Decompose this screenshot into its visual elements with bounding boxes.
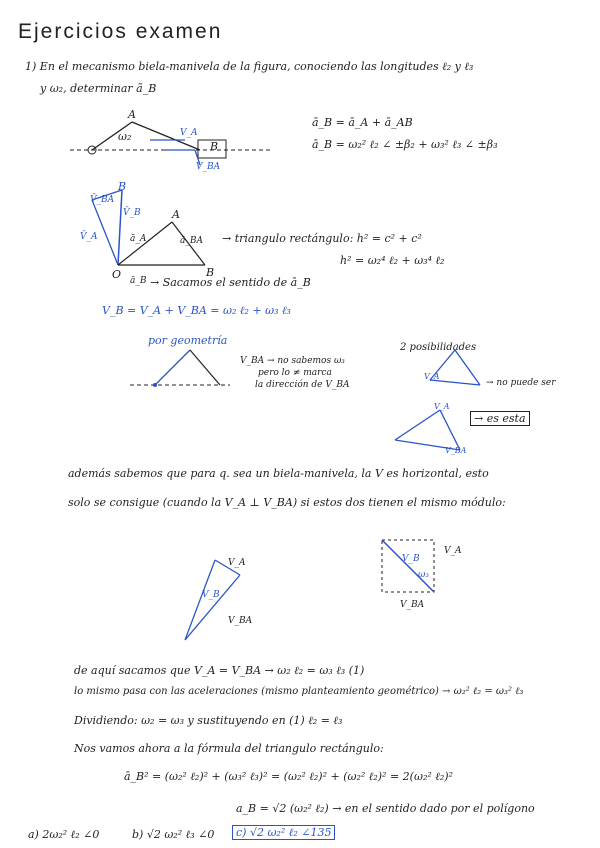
sq-label-VA: V_A (444, 546, 462, 556)
tri-label-VBA: V_BA (228, 616, 253, 626)
sq-label-VB: V_B (402, 554, 420, 564)
label-fig2-aA: ā_A (130, 234, 147, 244)
now-formula: Nos vamos ahora a la fórmula del triangulo rectángulo: (74, 742, 384, 755)
sq-label-VBA: V_BA (400, 600, 425, 610)
tri-label-VA: V_A (228, 558, 246, 568)
label-fig2-aB: ā_B (130, 276, 147, 286)
possibilities-figure (395, 350, 480, 450)
option-b: b) √2 ω₂² ℓ₃ ∠0 (132, 828, 215, 841)
triangle-note: → triangulo rectángulo: h² = c² + c² (222, 232, 422, 245)
label-fig2-VB: V̄_B (123, 208, 141, 218)
label-fig2-O: O (112, 268, 122, 281)
poss-label-VA: V_A (424, 372, 440, 381)
vba-note-1: V_BA → no sabemos ω₃ (240, 356, 345, 366)
label-fig2-VBA: V̄_BA (90, 195, 115, 205)
aB-equation: a_B = √2 (ω₂² ℓ₂) → en el sentido dado por el polígono (236, 802, 535, 815)
label-fig2-VA: V̄_A (80, 232, 98, 242)
paragraph-line-1: además sabemos que para q. sea un biela-manivela, la V es horizontal, esto (68, 467, 489, 480)
h-equation: h² = ω₂⁴ ℓ₂ + ω₃⁴ ℓ₂ (340, 254, 445, 267)
statement-line-2: y ω₂, determinar ã_B (40, 82, 157, 95)
statement-line-1: 1) En el mecanismo biela-manivela de la figura, conociendo las longitudes ℓ₂ y ℓ₃ (25, 60, 474, 73)
label-w2: ω₂ (118, 130, 132, 143)
geometry-label: por geometría (148, 334, 228, 347)
poss-label-VBA: V_BA (445, 446, 467, 455)
label-fig2-A: A (172, 208, 180, 221)
cant-be: → no puede ser (486, 378, 556, 388)
dividing: Dividiendo: ω₂ = ω₃ y sustituyendo en (1) ℓ₂ = ℓ₃ (74, 714, 343, 727)
poss-label-VA-2: V_A (434, 402, 450, 411)
velocity-equation: V_B = V_A + V_BA = ω₂ ℓ₂ + ω₃ ℓ₃ (102, 304, 291, 317)
sq-label-w3: ω₃ (418, 570, 429, 580)
label-VBA: V_BA (196, 162, 221, 172)
eq-accel-2: ā_B = ω₂² ℓ₂ ∠ ±β₂ + ω₃² ℓ₃ ∠ ±β₃ (312, 138, 498, 151)
label-A: A (128, 108, 136, 121)
label-VA: V_A (180, 128, 198, 138)
label-fig2-B2: B (206, 266, 215, 279)
vba-note-3: la dirección de V_BA (255, 380, 350, 390)
two-options: 2 posibilidades (400, 342, 477, 353)
paragraph-line-2: solo se consigue (cuando la V_A ⊥ V_BA) si estos dos tienen el mismo módulo: (68, 496, 506, 509)
label-fig2-aBA: ā_BA (180, 236, 203, 246)
vba-note-2: pero lo ≠ marca (258, 368, 332, 378)
same-accel: lo mismo pasa con las aceleraciones (mismo planteamiento geométrico) → ω₂² ℓ₂ = ω₃² ℓ₃ (74, 686, 524, 697)
from-here: de aquí sacamos que V_A = V_BA → ω₂ ℓ₂ = ω₃ ℓ₃ (1) (74, 664, 365, 677)
aB2-equation: ā_B² = (ω₂² ℓ₂)² + (ω₃² ℓ₃)² = (ω₂² ℓ₂)² + (ω₂² ℓ₂)² = 2(ω₂² ℓ₂)² (124, 770, 453, 783)
geometry-figure (130, 350, 230, 387)
triangle-figure (185, 540, 434, 640)
option-c: c) √2 ω₂² ℓ₂ ∠135 (232, 826, 335, 839)
label-B: B (210, 140, 219, 153)
label-fig2-B: B (118, 180, 127, 193)
page-title: Ejercicios examen (18, 20, 223, 43)
is-this: → es esta (470, 412, 530, 425)
tri-label-VB: V_B (202, 590, 220, 600)
eq-accel-1: ā_B = ā_A + ā_AB (312, 116, 413, 129)
sense-note: → Sacamos el sentido de ā_B (150, 276, 311, 289)
option-a: a) 2ω₂² ℓ₂ ∠0 (28, 828, 100, 841)
mechanism-figure (70, 122, 270, 165)
